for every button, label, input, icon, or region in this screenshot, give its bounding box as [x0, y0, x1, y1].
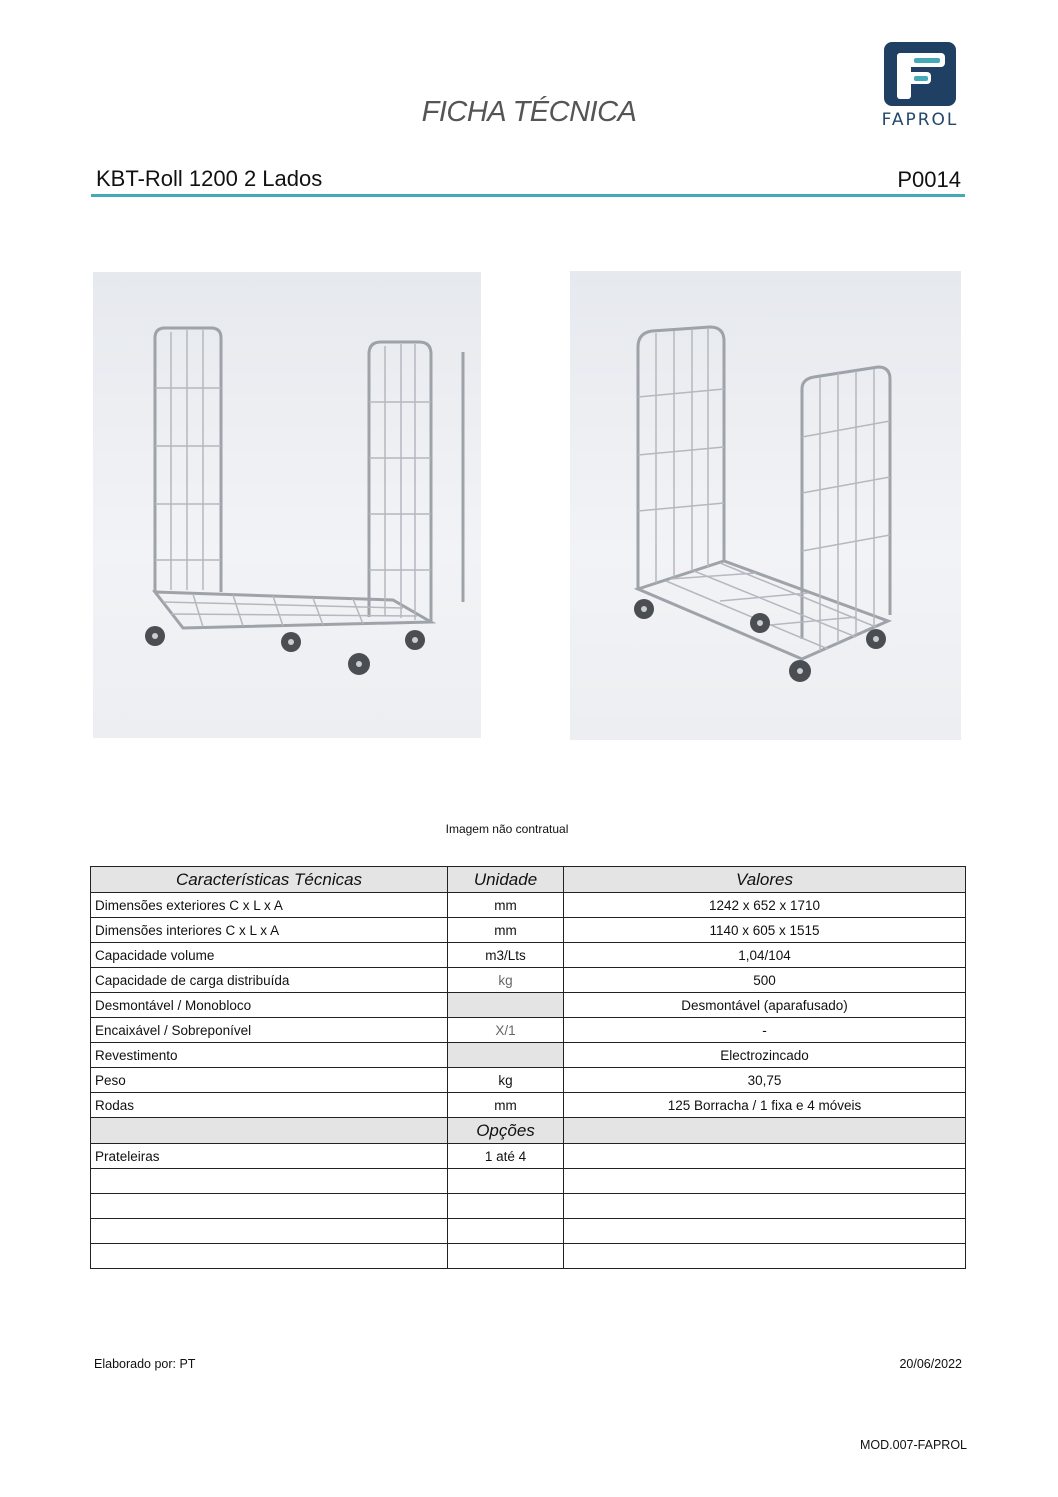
option-row — [91, 1144, 966, 1169]
row-value: Desmontável (aparafusado) — [564, 993, 966, 1018]
option-value — [564, 1169, 966, 1194]
specifications-table — [90, 866, 966, 1269]
option-label — [91, 1219, 448, 1244]
option-row — [91, 1244, 966, 1269]
row-label: Dimensões interiores C x L x A — [91, 918, 448, 943]
product-image-angled — [570, 271, 961, 740]
option-unit — [448, 1244, 564, 1269]
option-row — [91, 1194, 966, 1219]
option-unit — [448, 1169, 564, 1194]
row-value: 1242 x 652 x 1710 — [564, 893, 966, 918]
form-code: MOD.007-FAPROL — [860, 1438, 967, 1452]
product-code: P0014 — [897, 167, 961, 192]
table-header-row — [91, 867, 966, 893]
row-value: 1140 x 605 x 1515 — [564, 918, 966, 943]
table-row — [91, 943, 966, 968]
row-unit — [448, 993, 564, 1018]
product-name: KBT-Roll 1200 2 Lados — [96, 166, 323, 191]
option-unit — [448, 1219, 564, 1244]
row-unit: kg — [448, 968, 564, 993]
table-row — [91, 1018, 966, 1043]
row-label: Encaixável / Sobreponível — [91, 1018, 448, 1043]
table-row — [91, 1093, 966, 1118]
row-unit: kg — [448, 1068, 564, 1093]
prepared-by: Elaborado por: PT — [94, 1357, 196, 1371]
faprol-logo — [872, 40, 968, 130]
logo-mark-icon — [872, 40, 968, 110]
title-divider — [91, 194, 965, 197]
row-label: Dimensões exteriores C x L x A — [91, 893, 448, 918]
header-characteristics: Características Técnicas — [91, 867, 448, 893]
row-label: Revestimento — [91, 1043, 448, 1068]
table-row — [91, 968, 966, 993]
product-image-front — [93, 272, 481, 738]
row-unit: mm — [448, 918, 564, 943]
option-value — [564, 1244, 966, 1269]
row-label: Capacidade de carga distribuída — [91, 968, 448, 993]
options-header-blank — [564, 1118, 966, 1144]
header-unit: Unidade — [448, 867, 564, 893]
options-header: Opções — [448, 1118, 564, 1144]
row-label: Desmontável / Monobloco — [91, 993, 448, 1018]
table-row — [91, 993, 966, 1018]
row-unit — [448, 1043, 564, 1068]
option-row — [91, 1169, 966, 1194]
option-value — [564, 1194, 966, 1219]
row-unit: X/1 — [448, 1018, 564, 1043]
option-unit: 1 até 4 — [448, 1144, 564, 1169]
header-values: Valores — [564, 867, 966, 893]
table-row — [91, 1068, 966, 1093]
image-caption: Imagem não contratual — [445, 822, 569, 836]
row-unit: m3/Lts — [448, 943, 564, 968]
document-title: FICHA TÉCNICA — [421, 96, 637, 128]
option-label — [91, 1194, 448, 1219]
row-label: Rodas — [91, 1093, 448, 1118]
option-value — [564, 1144, 966, 1169]
row-label: Capacidade volume — [91, 943, 448, 968]
table-row — [91, 893, 966, 918]
option-unit — [448, 1194, 564, 1219]
options-header-row — [91, 1118, 966, 1144]
options-header-blank — [91, 1118, 448, 1144]
option-value — [564, 1219, 966, 1244]
row-value: 500 — [564, 968, 966, 993]
table-row — [91, 918, 966, 943]
option-row — [91, 1219, 966, 1244]
option-label — [91, 1244, 448, 1269]
row-value: - — [564, 1018, 966, 1043]
table-row — [91, 1043, 966, 1068]
logo-text: FAPROL — [881, 110, 959, 130]
row-value: 30,75 — [564, 1068, 966, 1093]
option-label — [91, 1169, 448, 1194]
document-date: 20/06/2022 — [899, 1357, 962, 1371]
row-value: 1,04/104 — [564, 943, 966, 968]
row-unit: mm — [448, 1093, 564, 1118]
option-label: Prateleiras — [91, 1144, 448, 1169]
row-value: Electrozincado — [564, 1043, 966, 1068]
row-unit: mm — [448, 893, 564, 918]
row-value: 125 Borracha / 1 fixa e 4 móveis — [564, 1093, 966, 1118]
row-label: Peso — [91, 1068, 448, 1093]
